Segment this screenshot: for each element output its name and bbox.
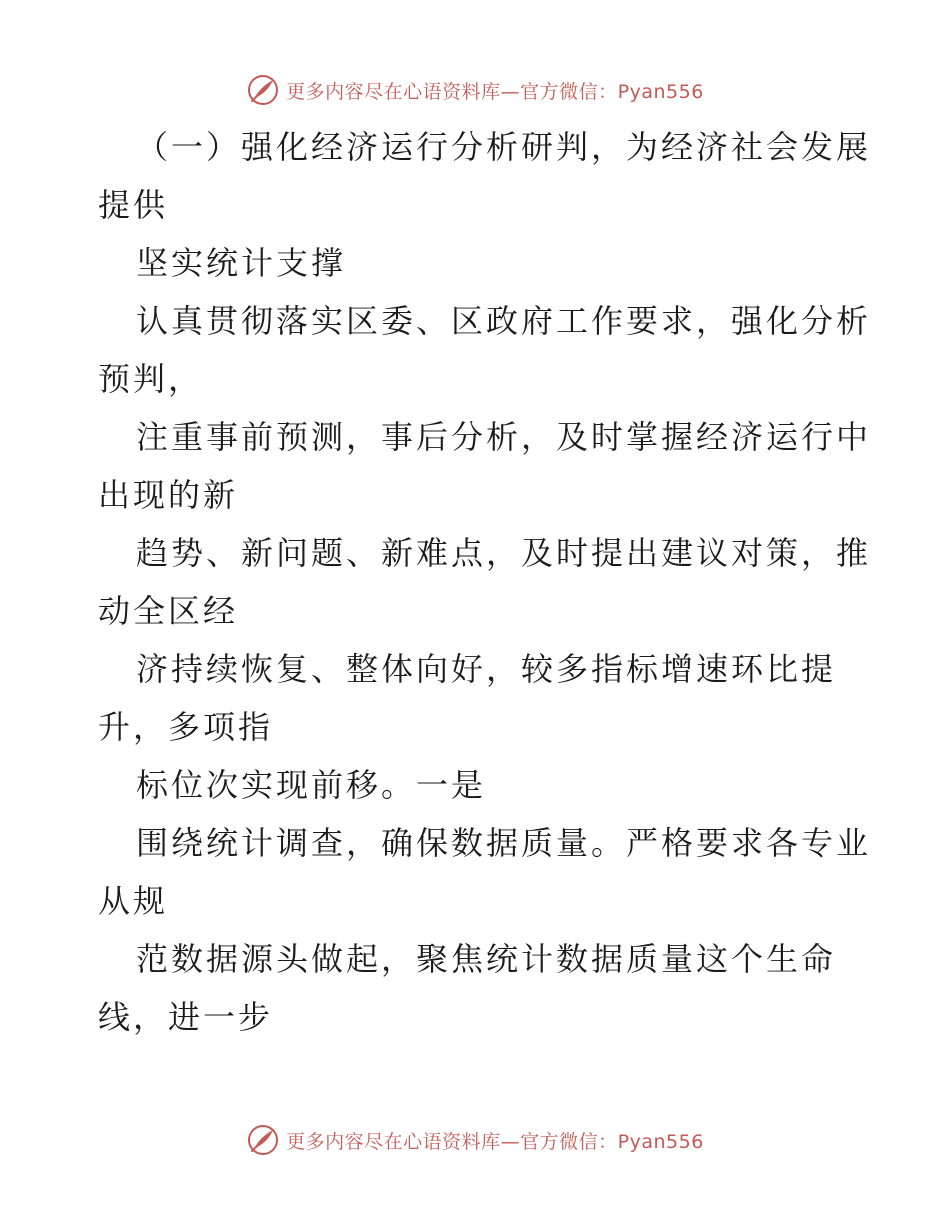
text-line: 注重事前预测，事后分析，及时掌握经济运行中 (136, 418, 872, 456)
text-line: 范数据源头做起，聚焦统计数据质量这个生命 (136, 940, 837, 978)
header-banner-text: 更多内容尽在心语资料库—官方微信：Pyan556 (286, 80, 704, 103)
text-line: 线，进一步 (98, 998, 274, 1036)
footer-banner (0, 1120, 950, 1160)
text-line: 坚实统计支撑 (136, 244, 347, 282)
text-line: 济持续恢复、整体向好，较多指标增速环比提 (136, 650, 837, 688)
footer-banner-text: 更多内容尽在心语资料库—官方微信：Pyan556 (286, 1130, 704, 1153)
text-line: 从规 (98, 882, 169, 920)
text-line: （一）强化经济运行分析研判，为经济社会发展 (136, 128, 872, 166)
header-banner (0, 70, 950, 110)
feather-pen-logo-icon (246, 1123, 280, 1157)
text-line: 动全区经 (98, 592, 239, 630)
text-line: 认真贯彻落实区委、区政府工作要求，强化分析 (136, 302, 872, 340)
document-body (98, 118, 872, 1046)
text-line: 趋势、新问题、新难点，及时提出建议对策，推 (136, 534, 872, 572)
text-line: 出现的新 (98, 476, 239, 514)
text-line: 提供 (98, 186, 169, 224)
text-line: 围绕统计调查，确保数据质量。严格要求各专业 (136, 824, 872, 862)
feather-pen-logo-icon (246, 73, 280, 107)
text-line: 预判， (98, 360, 204, 398)
text-line: 升，多项指 (98, 708, 274, 746)
text-line: 标位次实现前移。一是 (136, 766, 487, 804)
